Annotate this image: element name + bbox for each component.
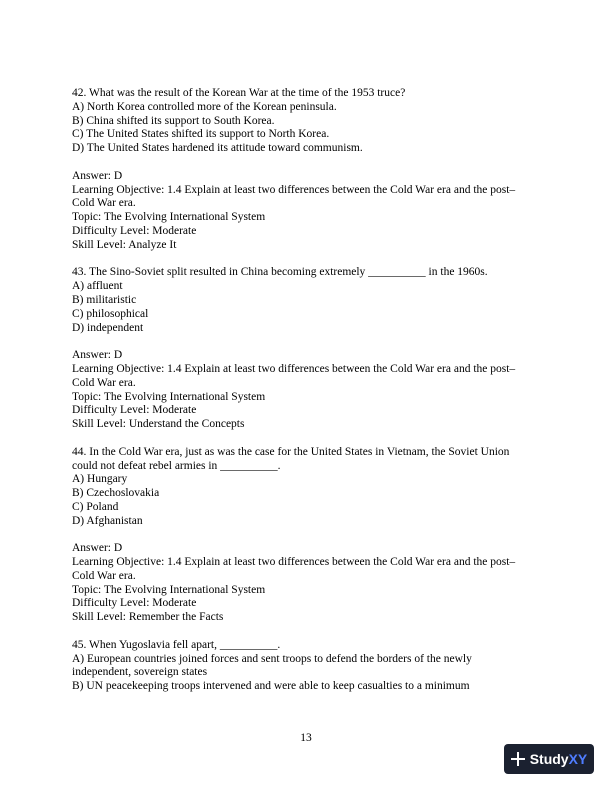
brand-logo [530,751,588,767]
option-a: A) European countries joined forces and sent troops to defend the borders of the newly [72,652,472,665]
question-43 [72,266,542,335]
option-b: B) China shifted its support to South Korea. [72,114,275,127]
question-42 [72,87,542,156]
answer-block-42 [72,170,542,253]
difficulty-level: Difficulty Level: Moderate [72,224,197,237]
learning-objective: Learning Objective: 1.4 Explain at least two differences between the Cold War era and the post– [72,362,516,375]
page-number: 13 [300,732,312,744]
option-a: A) affluent [72,280,123,293]
option-d: D) independent [72,321,144,334]
document-body [72,87,542,708]
option-d: D) The United States hardened its attitude toward communism. [72,142,363,155]
question-44 [72,446,542,529]
studyxy-badge[interactable] [504,744,594,774]
topic: Topic: The Evolving International System [72,583,266,596]
skill-level: Skill Level: Understand the Concepts [72,418,245,431]
question-45 [72,639,542,694]
question-stem: 44. In the Cold War era, just as was the case for the United States in Vietnam, the Soviet Union [72,445,510,458]
option-b: B) militaristic [72,293,137,306]
question-stem-cont: could not defeat rebel armies in __________. [72,459,281,472]
option-b: B) Czechoslovakia [72,487,160,500]
answer: Answer: D [72,349,123,362]
difficulty-level: Difficulty Level: Moderate [72,597,197,610]
option-c: C) Poland [72,500,119,513]
option-a-cont: independent, sovereign states [72,666,208,679]
answer-block-44 [72,542,542,625]
option-c: C) The United States shifted its support to North Korea. [72,128,330,141]
answer: Answer: D [72,169,123,182]
option-b: B) UN peacekeeping troops intervened and were able to keep casualties to a minimum [72,680,470,693]
difficulty-level: Difficulty Level: Moderate [72,404,197,417]
learning-objective: Learning Objective: 1.4 Explain at least two differences between the Cold War era and the post– [72,556,516,569]
learning-objective-cont: Cold War era. [72,376,136,389]
option-c: C) philosophical [72,307,149,320]
skill-level: Skill Level: Analyze It [72,238,177,251]
learning-objective-cont: Cold War era. [72,197,136,210]
question-stem: 45. When Yugoslavia fell apart, __________. [72,638,281,651]
skill-level: Skill Level: Remember the Facts [72,611,224,624]
brand-main: Study [529,751,569,767]
option-a: A) Hungary [72,473,128,486]
question-stem: 43. The Sino-Soviet split resulted in China becoming extremely __________ in the 1960s. [72,266,488,279]
plus-icon [511,752,525,766]
question-stem: 42. What was the result of the Korean War at the time of the 1953 truce? [72,87,406,99]
learning-objective-cont: Cold War era. [72,569,136,582]
topic: Topic: The Evolving International System [72,390,266,403]
answer-block-43 [72,349,542,432]
option-d: D) Afghanistan [72,514,143,527]
answer: Answer: D [72,542,123,555]
brand-accent: XY [568,751,588,767]
topic: Topic: The Evolving International System [72,211,266,224]
learning-objective: Learning Objective: 1.4 Explain at least two differences between the Cold War era and the post– [72,183,516,196]
option-a: A) North Korea controlled more of the Korean peninsula. [72,100,337,113]
